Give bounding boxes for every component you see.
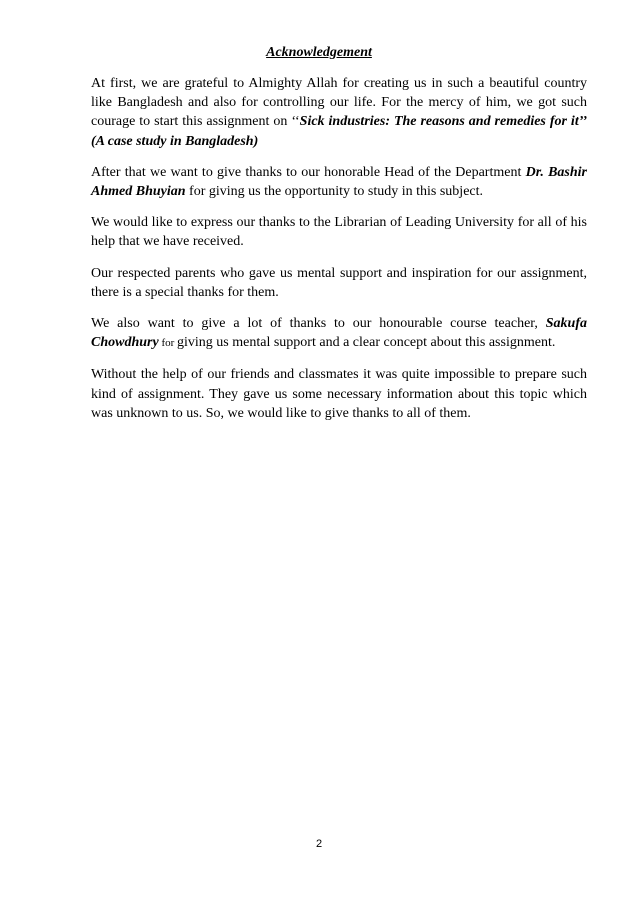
paragraph-librarian: We would like to express our thanks to the Librarian of Leading University for all of his help that we have received. bbox=[91, 215, 587, 250]
paragraph-head-of-department bbox=[91, 163, 587, 201]
quote-mark: ‘‘ bbox=[291, 114, 300, 130]
paragraph-friends: Without the help of our friends and classmates it was quite impossible to prepare such kind of assignment. They gave us some necessary information about this topic which was unknown to us. So, we would like to give thanks to all of them. bbox=[91, 367, 587, 421]
paragraph-text: At first, we are grateful to Almighty Allah for creating us in such a beautiful country like Bangladesh and also for controlling our life. For the mercy of him, we got such courage to start this assignment on bbox=[91, 76, 587, 130]
paragraph-text: After that we want to give thanks to our honorable Head of the Department bbox=[91, 164, 526, 180]
paragraph-text: We also want to give a lot of thanks to our honourable course teacher, bbox=[91, 316, 546, 332]
paragraph-course-teacher bbox=[91, 314, 587, 353]
paragraph-text-small: for bbox=[158, 337, 178, 350]
paragraph-gratitude-allah bbox=[91, 74, 587, 151]
page-number: 2 bbox=[315, 838, 323, 850]
paragraph-parents: Our respected parents who gave us mental support and inspiration for our assignment, there is a special thanks for them. bbox=[91, 265, 587, 300]
page-title: Acknowledgement bbox=[266, 45, 372, 60]
paragraph-text: giving us mental support and a clear concept about this assignment. bbox=[177, 335, 556, 351]
document-body bbox=[91, 74, 587, 435]
assignment-title: Sick industries: The reasons and remedies for it’’ (A case study in Bangladesh) bbox=[91, 114, 587, 149]
paragraph-text: for giving us the opportunity to study in this subject. bbox=[185, 184, 484, 200]
head-of-department-name: Dr. Bashir Ahmed Bhuyian bbox=[91, 164, 587, 200]
course-teacher-name: Sakufa Chowdhury bbox=[91, 316, 587, 351]
